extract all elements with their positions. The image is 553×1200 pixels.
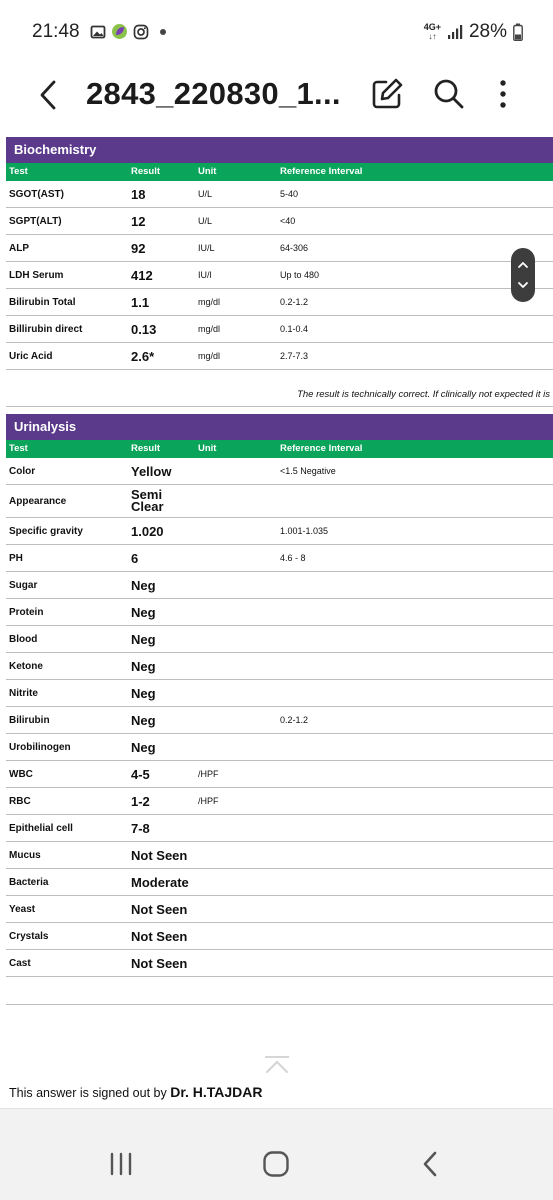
test-result: Neg xyxy=(131,686,156,701)
test-name: ALP xyxy=(9,243,29,254)
col-test: Test xyxy=(9,443,28,454)
col-unit: Unit xyxy=(198,166,217,177)
table-row xyxy=(6,316,553,343)
test-name: SGOT(AST) xyxy=(9,189,64,200)
battery-percent: 28% xyxy=(468,21,507,42)
test-unit: mg/dl xyxy=(198,297,221,307)
col-result: Result xyxy=(131,166,161,177)
test-result: 7-8 xyxy=(131,821,150,836)
test-name: Protein xyxy=(9,607,44,618)
test-unit: U/L xyxy=(198,216,213,226)
col-result: Result xyxy=(131,443,161,454)
test-result: Moderate xyxy=(131,875,189,890)
test-result: 1.1 xyxy=(131,295,150,310)
test-reference: 64-306 xyxy=(280,243,309,253)
test-result: Neg xyxy=(131,713,156,728)
table-row xyxy=(6,788,553,815)
signal-icon xyxy=(447,24,463,40)
table-row xyxy=(6,761,553,788)
table-row xyxy=(6,289,553,316)
status-time: 21:48 xyxy=(32,21,80,42)
test-unit: /HPF xyxy=(198,769,219,779)
table-row xyxy=(6,815,553,842)
test-reference: 4.6 - 8 xyxy=(280,553,306,563)
system-nav-bar xyxy=(0,1108,553,1200)
test-name: Ketone xyxy=(9,661,43,672)
test-unit: mg/dl xyxy=(198,324,221,334)
test-name: Billirubin direct xyxy=(9,324,83,335)
home-icon[interactable] xyxy=(261,1149,291,1179)
note-row xyxy=(6,370,553,407)
test-name: Uric Acid xyxy=(9,351,53,362)
test-result: Neg xyxy=(131,605,156,620)
more-icon[interactable] xyxy=(486,76,520,112)
scroll-top-icon[interactable] xyxy=(262,1054,292,1076)
table-row xyxy=(6,734,553,761)
table-row xyxy=(6,208,553,235)
test-result: 2.6* xyxy=(131,349,155,364)
test-reference: 0.1-0.4 xyxy=(280,324,309,334)
test-reference: 1.001-1.035 xyxy=(280,526,329,536)
technical-note: The result is technically correct. If clinically not expected it is xyxy=(297,389,550,400)
table-row xyxy=(6,896,553,923)
signature-line xyxy=(9,1084,263,1100)
test-reference: 5-40 xyxy=(280,189,299,199)
test-name: Specific gravity xyxy=(9,526,83,537)
test-result: Semi Clear xyxy=(131,487,164,514)
test-name: Crystals xyxy=(9,931,49,942)
table-row xyxy=(6,262,553,289)
empty-row xyxy=(6,977,553,1005)
test-name: PH xyxy=(9,553,23,564)
table-row xyxy=(6,458,553,485)
scroll-down-icon xyxy=(511,274,535,300)
test-name: Nitrite xyxy=(9,688,38,699)
data-arrows: ↓↑ xyxy=(428,32,437,41)
fast-scroll-handle[interactable] xyxy=(511,248,535,302)
test-name: Urobilinogen xyxy=(9,742,71,753)
test-result: Neg xyxy=(131,578,156,593)
search-icon[interactable] xyxy=(432,76,466,112)
test-name: Appearance xyxy=(9,496,67,507)
test-name: Bacteria xyxy=(9,877,49,888)
table-row xyxy=(6,235,553,262)
section-gap xyxy=(6,407,553,414)
notification-icons xyxy=(90,23,168,40)
table-row xyxy=(6,545,553,572)
test-reference: 2.7-7.3 xyxy=(280,351,309,361)
test-reference: <40 xyxy=(280,216,296,226)
test-name: Blood xyxy=(9,634,38,645)
network-indicator xyxy=(424,23,441,41)
test-reference: <1.5 Negative xyxy=(280,466,336,476)
test-result: 18 xyxy=(131,187,146,202)
test-result: Not Seen xyxy=(131,956,188,971)
urinalysis-table xyxy=(6,458,553,977)
test-result: Neg xyxy=(131,632,156,647)
dot-icon xyxy=(154,27,168,37)
leaf-app-icon xyxy=(111,23,128,40)
column-header-urinalysis xyxy=(6,440,553,458)
section-header-urinalysis: Urinalysis xyxy=(6,414,553,440)
test-name: Cast xyxy=(9,958,31,969)
instagram-icon xyxy=(133,24,149,40)
table-row xyxy=(6,923,553,950)
test-result: 412 xyxy=(131,268,153,283)
test-name: Epithelial cell xyxy=(9,823,73,834)
test-result: Neg xyxy=(131,740,156,755)
test-name: Mucus xyxy=(9,850,41,861)
table-row xyxy=(6,343,553,370)
table-row xyxy=(6,653,553,680)
col-unit: Unit xyxy=(198,443,217,454)
doctor-name: Dr. H.TAJDAR xyxy=(170,1084,263,1100)
test-result: Not Seen xyxy=(131,929,188,944)
test-name: Color xyxy=(9,466,36,477)
table-row xyxy=(6,869,553,896)
test-name: Sugar xyxy=(9,580,38,591)
test-reference: 0.2-1.2 xyxy=(280,297,309,307)
document-title: 2843_220830_1... xyxy=(86,76,341,111)
column-header-biochemistry xyxy=(6,163,553,181)
col-reference: Reference Interval xyxy=(280,443,363,454)
col-test: Test xyxy=(9,166,28,177)
table-row xyxy=(6,950,553,977)
test-name: WBC xyxy=(9,769,33,780)
test-result: 92 xyxy=(131,241,146,256)
test-unit: mg/dl xyxy=(198,351,221,361)
test-name: Bilirubin Total xyxy=(9,297,76,308)
test-result: 12 xyxy=(131,214,146,229)
status-bar xyxy=(0,0,553,62)
recents-icon[interactable] xyxy=(106,1149,136,1179)
test-name: Yeast xyxy=(9,904,36,915)
test-result: 4-5 xyxy=(131,767,150,782)
table-row xyxy=(6,485,553,518)
gallery-icon xyxy=(90,24,106,40)
test-result: Not Seen xyxy=(131,848,188,863)
table-row xyxy=(6,599,553,626)
test-result: Yellow xyxy=(131,464,172,479)
test-unit: U/L xyxy=(198,189,213,199)
edit-icon[interactable] xyxy=(370,76,404,112)
status-right xyxy=(424,21,523,43)
test-result: 6 xyxy=(131,551,139,566)
nav-back-icon[interactable] xyxy=(416,1149,446,1179)
scroll-up-icon xyxy=(511,250,535,276)
app-bar xyxy=(0,62,553,130)
table-row xyxy=(6,842,553,869)
test-reference: Up to 480 xyxy=(280,270,320,280)
table-row xyxy=(6,680,553,707)
network-type: 4G+ xyxy=(423,22,441,32)
test-result: 0.13 xyxy=(131,322,157,337)
test-result: Neg xyxy=(131,659,156,674)
table-row xyxy=(6,572,553,599)
test-name: SGPT(ALT) xyxy=(9,216,62,227)
report-content xyxy=(6,137,553,1005)
table-row xyxy=(6,626,553,653)
test-reference: 0.2-1.2 xyxy=(280,715,309,725)
test-result: Not Seen xyxy=(131,902,188,917)
test-result: 1.020 xyxy=(131,524,164,539)
col-reference: Reference Interval xyxy=(280,166,363,177)
table-row xyxy=(6,181,553,208)
test-unit: IU/l xyxy=(198,270,212,280)
table-row xyxy=(6,518,553,545)
signed-text: This answer is signed out by xyxy=(9,1086,167,1100)
test-name: RBC xyxy=(9,796,31,807)
test-unit: IU/L xyxy=(198,243,215,253)
biochemistry-table xyxy=(6,181,553,370)
battery-icon xyxy=(513,23,523,41)
test-unit: /HPF xyxy=(198,796,219,806)
test-result: 1-2 xyxy=(131,794,150,809)
test-name: Bilirubin xyxy=(9,715,50,726)
test-name: LDH Serum xyxy=(9,270,64,281)
back-icon[interactable] xyxy=(34,78,64,112)
table-row xyxy=(6,707,553,734)
section-header-biochemistry: Biochemistry xyxy=(6,137,553,163)
